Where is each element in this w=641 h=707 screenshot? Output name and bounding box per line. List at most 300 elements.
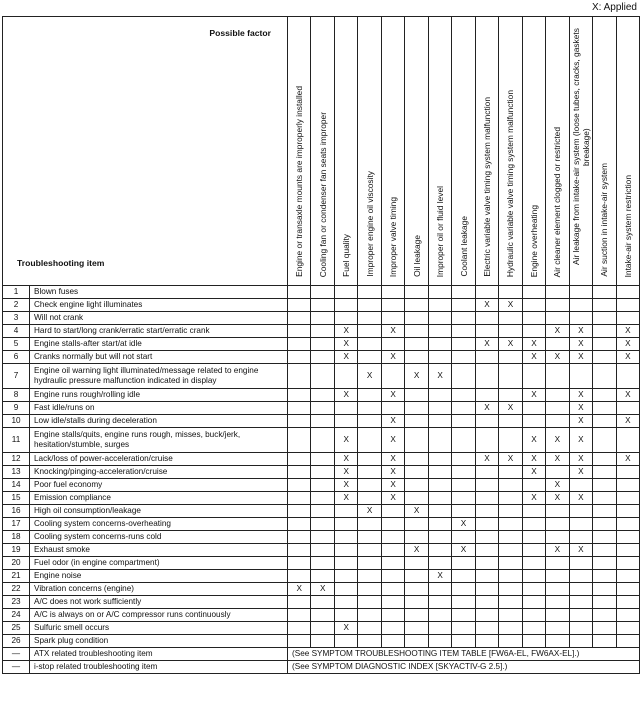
factor-cell <box>428 544 451 557</box>
table-row <box>3 635 640 648</box>
factor-cell <box>452 570 475 583</box>
applied-mark: X <box>381 351 404 364</box>
factor-cell <box>522 583 545 596</box>
factor-cell <box>593 351 616 364</box>
factor-cell <box>405 557 428 570</box>
factor-cell <box>569 299 592 312</box>
applied-mark: X <box>452 544 475 557</box>
factor-cell <box>428 531 451 544</box>
factor-cell <box>288 635 311 648</box>
table-row <box>3 453 640 466</box>
factor-cell <box>334 609 357 622</box>
factor-cell <box>334 402 357 415</box>
factor-cell <box>569 596 592 609</box>
factor-cell <box>499 325 522 338</box>
factor-header <box>452 17 475 286</box>
factor-cell <box>311 351 334 364</box>
row-item: Knocking/pinging-acceleration/cruise <box>30 466 288 479</box>
factor-cell <box>452 557 475 570</box>
factor-cell <box>288 312 311 325</box>
row-item: Fuel odor (in engine compartment) <box>30 557 288 570</box>
table-row <box>3 531 640 544</box>
factor-cell <box>428 389 451 402</box>
factor-cell <box>358 299 381 312</box>
row-number: 4 <box>3 325 30 338</box>
row-number: 17 <box>3 518 30 531</box>
table-row <box>3 479 640 492</box>
row-item: ATX related troubleshooting item <box>30 648 288 661</box>
factor-cell <box>428 299 451 312</box>
factor-header <box>358 17 381 286</box>
table-row <box>3 622 640 635</box>
factor-cell <box>311 338 334 351</box>
factor-cell <box>405 338 428 351</box>
factor-cell <box>569 531 592 544</box>
applied-mark: X <box>358 505 381 518</box>
factor-cell <box>546 583 569 596</box>
factor-cell <box>452 479 475 492</box>
factor-cell <box>288 492 311 505</box>
factor-label: Cooling fan or condenser fan seats improper <box>317 111 328 277</box>
table-header <box>3 17 640 286</box>
factor-cell <box>311 622 334 635</box>
row-number: 26 <box>3 635 30 648</box>
factor-cell <box>522 570 545 583</box>
factor-cell <box>428 312 451 325</box>
table-row <box>3 492 640 505</box>
applied-mark: X <box>499 453 522 466</box>
factor-cell <box>593 544 616 557</box>
row-number: 2 <box>3 299 30 312</box>
factor-cell <box>334 312 357 325</box>
row-item: Vibration concerns (engine) <box>30 583 288 596</box>
factor-label: Electric variable valve timing system malfunction <box>481 97 492 277</box>
factor-cell <box>405 609 428 622</box>
factor-cell <box>428 635 451 648</box>
factor-cell <box>593 609 616 622</box>
factor-cell <box>405 479 428 492</box>
factor-header <box>381 17 404 286</box>
factor-cell <box>499 609 522 622</box>
factor-cell <box>475 635 498 648</box>
applied-mark: X <box>569 428 592 453</box>
factor-cell <box>546 505 569 518</box>
applied-mark: X <box>569 466 592 479</box>
row-item: Exhaust smoke <box>30 544 288 557</box>
factor-cell <box>546 402 569 415</box>
factor-cell <box>616 505 639 518</box>
factor-cell <box>288 518 311 531</box>
factor-cell <box>452 428 475 453</box>
factor-cell <box>405 428 428 453</box>
row-item: A/C does not work sufficiently <box>30 596 288 609</box>
factor-cell <box>381 583 404 596</box>
factor-cell <box>428 505 451 518</box>
factor-cell <box>358 402 381 415</box>
factor-cell <box>381 518 404 531</box>
factor-cell <box>522 505 545 518</box>
applied-mark: X <box>311 583 334 596</box>
factor-cell <box>499 364 522 389</box>
factor-cell <box>616 402 639 415</box>
applied-mark: X <box>546 544 569 557</box>
factor-cell <box>288 286 311 299</box>
row-item: Check engine light illuminates <box>30 299 288 312</box>
factor-cell <box>522 299 545 312</box>
factor-cell <box>288 453 311 466</box>
applied-mark: X <box>381 479 404 492</box>
factor-cell <box>288 415 311 428</box>
row-item: Blown fuses <box>30 286 288 299</box>
factor-cell <box>452 299 475 312</box>
factor-cell <box>499 286 522 299</box>
factor-cell <box>452 312 475 325</box>
factor-cell <box>593 466 616 479</box>
factor-cell <box>546 364 569 389</box>
row-number: 3 <box>3 312 30 325</box>
factor-cell <box>569 505 592 518</box>
table-row <box>3 299 640 312</box>
factor-cell <box>546 389 569 402</box>
row-item: Spark plug condition <box>30 635 288 648</box>
factor-cell <box>358 492 381 505</box>
factor-cell <box>381 286 404 299</box>
applied-mark: X <box>569 325 592 338</box>
factor-cell <box>452 622 475 635</box>
factor-label: Engine or transaxle mounts are improperly installed <box>294 86 305 277</box>
factor-cell <box>381 570 404 583</box>
factor-cell <box>405 583 428 596</box>
factor-cell <box>428 428 451 453</box>
factor-header <box>288 17 311 286</box>
factor-cell <box>311 505 334 518</box>
applied-mark: X <box>381 453 404 466</box>
factor-cell <box>593 570 616 583</box>
factor-cell <box>475 622 498 635</box>
factor-cell <box>475 325 498 338</box>
factor-cell <box>288 351 311 364</box>
see-reference-link[interactable]: (See SYMPTOM TROUBLESHOOTING ITEM TABLE [FW6A-EL, FW6AX-EL].) <box>288 648 640 661</box>
applied-mark: X <box>475 338 498 351</box>
factor-cell <box>428 286 451 299</box>
factor-cell <box>522 325 545 338</box>
factor-cell <box>358 312 381 325</box>
factor-cell <box>452 466 475 479</box>
factor-cell <box>569 622 592 635</box>
factor-cell <box>381 505 404 518</box>
factor-header <box>569 17 592 286</box>
possible-factor-label: Possible factor <box>209 28 271 38</box>
factor-cell <box>616 583 639 596</box>
factor-cell <box>405 415 428 428</box>
row-number: 14 <box>3 479 30 492</box>
applied-mark: X <box>381 428 404 453</box>
factor-label: Improper oil or fluid level <box>435 185 446 277</box>
factor-cell <box>358 518 381 531</box>
factor-cell <box>593 402 616 415</box>
factor-cell <box>358 635 381 648</box>
factor-cell <box>475 557 498 570</box>
factor-cell <box>522 622 545 635</box>
factor-cell <box>499 557 522 570</box>
table-row <box>3 389 640 402</box>
factor-cell <box>499 570 522 583</box>
table-row <box>3 415 640 428</box>
row-item: Cranks normally but will not start <box>30 351 288 364</box>
factor-cell <box>405 312 428 325</box>
factor-cell <box>452 492 475 505</box>
factor-cell <box>405 286 428 299</box>
factor-cell <box>452 635 475 648</box>
factor-cell <box>428 557 451 570</box>
applied-mark: X <box>475 299 498 312</box>
factor-cell <box>311 312 334 325</box>
table-row <box>3 583 640 596</box>
factor-cell <box>428 583 451 596</box>
factor-cell <box>358 351 381 364</box>
table-row <box>3 364 640 389</box>
factor-cell <box>311 609 334 622</box>
factor-cell <box>499 596 522 609</box>
row-item: Sulfuric smell occurs <box>30 622 288 635</box>
applied-mark: X <box>616 415 639 428</box>
row-item: A/C is always on or A/C compressor runs continuously <box>30 609 288 622</box>
row-item: Poor fuel economy <box>30 479 288 492</box>
applied-mark: X <box>616 338 639 351</box>
troubleshooting-table <box>2 16 640 674</box>
factor-cell <box>334 299 357 312</box>
factor-cell <box>452 338 475 351</box>
factor-label: Coolant leakage <box>458 216 469 277</box>
applied-mark: X <box>569 415 592 428</box>
factor-cell <box>593 518 616 531</box>
factor-cell <box>499 505 522 518</box>
factor-header <box>522 17 545 286</box>
factor-cell <box>428 609 451 622</box>
factor-cell <box>334 415 357 428</box>
factor-header <box>616 17 639 286</box>
table-row <box>3 466 640 479</box>
factor-cell <box>334 531 357 544</box>
factor-cell <box>452 596 475 609</box>
factor-cell <box>428 415 451 428</box>
factor-cell <box>593 389 616 402</box>
factor-cell <box>546 557 569 570</box>
applied-mark: X <box>405 364 428 389</box>
factor-cell <box>405 531 428 544</box>
factor-cell <box>593 583 616 596</box>
factor-cell <box>358 479 381 492</box>
table-row <box>3 402 640 415</box>
factor-cell <box>358 453 381 466</box>
row-number: 9 <box>3 402 30 415</box>
factor-cell <box>311 402 334 415</box>
factor-cell <box>405 351 428 364</box>
applied-mark: X <box>616 325 639 338</box>
factor-label: Air cleaner element clogged or restricted <box>552 126 563 277</box>
factor-cell <box>405 596 428 609</box>
factor-cell <box>499 518 522 531</box>
factor-cell <box>546 415 569 428</box>
factor-cell <box>522 518 545 531</box>
factor-cell <box>616 299 639 312</box>
factor-cell <box>381 557 404 570</box>
factor-cell <box>475 479 498 492</box>
factor-cell <box>475 389 498 402</box>
factor-label: Air suction in intake-air system <box>599 163 610 277</box>
factor-cell <box>499 351 522 364</box>
factor-cell <box>405 622 428 635</box>
factor-cell <box>405 299 428 312</box>
factor-cell <box>358 286 381 299</box>
factor-cell <box>311 635 334 648</box>
factor-cell <box>616 596 639 609</box>
related-row <box>3 661 640 674</box>
factor-cell <box>381 299 404 312</box>
applied-mark: X <box>499 338 522 351</box>
factor-cell <box>546 299 569 312</box>
factor-cell <box>381 402 404 415</box>
factor-cell <box>593 622 616 635</box>
factor-cell <box>546 518 569 531</box>
factor-cell <box>311 557 334 570</box>
factor-label: Air leakage from intake-air system (loose tubes, cracks, gaskets breakage) <box>570 28 591 266</box>
factor-cell <box>288 544 311 557</box>
factor-cell <box>522 312 545 325</box>
factor-cell <box>428 596 451 609</box>
factor-cell <box>593 338 616 351</box>
factor-cell <box>569 312 592 325</box>
factor-cell <box>358 557 381 570</box>
factor-cell <box>381 622 404 635</box>
row-number: 15 <box>3 492 30 505</box>
factor-cell <box>311 518 334 531</box>
factor-cell <box>616 635 639 648</box>
related-row <box>3 648 640 661</box>
header-row <box>3 17 640 286</box>
factor-cell <box>475 596 498 609</box>
factor-cell <box>546 286 569 299</box>
applied-mark: X <box>616 453 639 466</box>
factor-cell <box>428 351 451 364</box>
factor-cell <box>288 557 311 570</box>
row-item: Emission compliance <box>30 492 288 505</box>
factor-cell <box>475 544 498 557</box>
factor-cell <box>428 518 451 531</box>
factor-cell <box>311 415 334 428</box>
factor-cell <box>334 364 357 389</box>
factor-cell <box>616 531 639 544</box>
factor-cell <box>569 635 592 648</box>
applied-mark: X <box>616 351 639 364</box>
applied-mark: X <box>499 402 522 415</box>
table-row <box>3 428 640 453</box>
row-item: i-stop related troubleshooting item <box>30 661 288 674</box>
factor-cell <box>569 570 592 583</box>
factor-cell <box>288 531 311 544</box>
factor-cell <box>288 325 311 338</box>
factor-cell <box>311 531 334 544</box>
factor-cell <box>334 635 357 648</box>
factor-cell <box>358 596 381 609</box>
row-number: 1 <box>3 286 30 299</box>
factor-cell <box>616 479 639 492</box>
factor-cell <box>593 364 616 389</box>
factor-header <box>334 17 357 286</box>
row-number: 16 <box>3 505 30 518</box>
factor-cell <box>405 325 428 338</box>
factor-cell <box>452 583 475 596</box>
table-row <box>3 286 640 299</box>
applied-mark: X <box>522 338 545 351</box>
applied-mark: X <box>616 389 639 402</box>
header-corner <box>3 17 288 286</box>
factor-cell <box>311 544 334 557</box>
factor-cell <box>499 622 522 635</box>
applied-mark: X <box>334 492 357 505</box>
legend: X: Applied <box>591 2 637 13</box>
applied-mark: X <box>522 351 545 364</box>
factor-cell <box>452 402 475 415</box>
applied-mark: X <box>334 389 357 402</box>
factor-cell <box>358 415 381 428</box>
factor-cell <box>405 453 428 466</box>
factor-cell <box>405 402 428 415</box>
factor-cell <box>452 531 475 544</box>
factor-cell <box>499 389 522 402</box>
factor-cell <box>475 492 498 505</box>
applied-mark: X <box>569 453 592 466</box>
applied-mark: X <box>334 479 357 492</box>
row-number: 19 <box>3 544 30 557</box>
factor-cell <box>288 338 311 351</box>
applied-mark: X <box>428 570 451 583</box>
factor-cell <box>475 583 498 596</box>
applied-mark: X <box>334 622 357 635</box>
factor-cell <box>311 466 334 479</box>
row-number: 18 <box>3 531 30 544</box>
applied-mark: X <box>569 492 592 505</box>
factor-cell <box>428 479 451 492</box>
row-number: 22 <box>3 583 30 596</box>
factor-cell <box>522 479 545 492</box>
factor-cell <box>593 428 616 453</box>
applied-mark: X <box>569 544 592 557</box>
factor-cell <box>522 286 545 299</box>
factor-cell <box>616 364 639 389</box>
factor-cell <box>334 557 357 570</box>
factor-cell <box>522 557 545 570</box>
factor-cell <box>452 351 475 364</box>
row-item: Fast idle/runs on <box>30 402 288 415</box>
table-row <box>3 557 640 570</box>
see-reference-link[interactable]: (See SYMPTOM DIAGNOSTIC INDEX [SKYACTIV-G 2.5].) <box>288 661 640 674</box>
factor-label: Oil leakage <box>411 235 422 277</box>
factor-cell <box>546 531 569 544</box>
applied-mark: X <box>334 338 357 351</box>
factor-cell <box>475 531 498 544</box>
factor-cell <box>499 492 522 505</box>
factor-cell <box>311 364 334 389</box>
factor-cell <box>546 312 569 325</box>
factor-cell <box>475 609 498 622</box>
factor-cell <box>546 570 569 583</box>
factor-cell <box>428 453 451 466</box>
factor-cell <box>569 479 592 492</box>
row-number: 5 <box>3 338 30 351</box>
factor-cell <box>569 364 592 389</box>
table-row <box>3 609 640 622</box>
